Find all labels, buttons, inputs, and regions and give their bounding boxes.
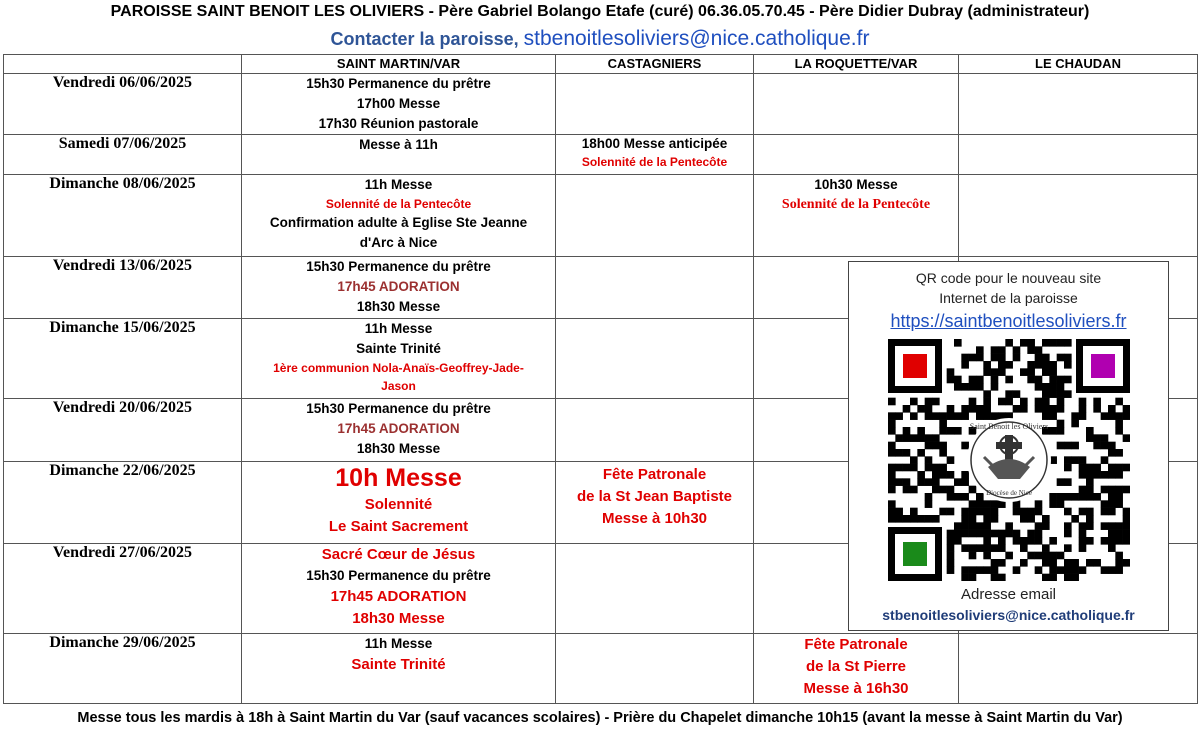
row-date: Vendredi 27/06/2025 [4, 544, 242, 634]
cell-castagniers [556, 544, 754, 634]
qr-caption-line1: QR code pour le nouveau site [915, 270, 1102, 286]
cell-roquette [754, 135, 959, 175]
cell-roquette [754, 74, 959, 135]
row-date: Vendredi 06/06/2025 [4, 74, 242, 135]
footer-note: Messe tous les mardis à 18h à Saint Martin du Var (sauf vacances scolaires) - Prière du Chapelet dimanche 10h15 (avant la messe à Saint Martin du Var) [77, 710, 1123, 726]
event-line: 18h30 Messe [356, 299, 441, 314]
event-line: de la St Jean Baptiste [576, 488, 733, 505]
cell-castagniers [556, 257, 754, 319]
qr-code-image[interactable] [888, 339, 1130, 581]
event-line: Messe à 16h30 [803, 680, 909, 697]
cell-saint-martin [242, 399, 556, 462]
cell-castagniers [556, 462, 754, 544]
event-line: 1ère communion Nola-Anaïs-Geoffrey-Jade- [273, 361, 524, 375]
event-line: 18h30 Messe [356, 441, 441, 456]
table-row [4, 74, 1198, 135]
cell-castagniers [556, 634, 754, 704]
qr-caption-line2: Internet de la paroisse [939, 290, 1078, 306]
logo-text-bottom: Diocèse de Nice [985, 489, 1032, 497]
cell-saint-martin [242, 634, 556, 704]
website-link[interactable]: https://saintbenoitlesoliviers.fr [890, 311, 1127, 331]
event-line: 17h45 ADORATION [330, 588, 467, 605]
event-line: 18h00 Messe anticipée [581, 136, 728, 151]
row-date: Dimanche 08/06/2025 [4, 175, 242, 257]
event-line: Confirmation adulte à Eglise Ste Jeanne [269, 215, 528, 230]
event-line: 15h30 Permanence du prêtre [306, 76, 491, 91]
column-header-date [4, 55, 242, 74]
row-date: Dimanche 15/06/2025 [4, 319, 242, 399]
column-header-saint-martin: SAINT MARTIN/VAR [242, 55, 556, 74]
event-line: Solennité de la Pentecôte [325, 197, 472, 211]
logo-text-top: Saint Benoit les Oliviers [969, 422, 1048, 431]
event-line: 17h45 ADORATION [337, 421, 460, 436]
contact-email-link[interactable]: stbenoitlesoliviers@nice.catholique.fr [523, 27, 870, 50]
event-line: Sainte Trinité [356, 341, 441, 356]
event-line: 11h Messe [364, 636, 433, 651]
event-line: 10h Messe [335, 464, 462, 492]
table-row [4, 135, 1198, 175]
cell-chaudan [959, 135, 1198, 175]
event-line: 17h30 Réunion pastorale [318, 116, 479, 131]
table-row [4, 634, 1198, 704]
row-date: Samedi 07/06/2025 [4, 135, 242, 175]
event-line: 10h30 Messe [814, 177, 898, 192]
event-line: 15h30 Permanence du prêtre [306, 259, 491, 274]
event-line: Jason [381, 379, 416, 393]
column-header-roquette: LA ROQUETTE/VAR [754, 55, 959, 74]
cell-saint-martin [242, 462, 556, 544]
cell-saint-martin [242, 175, 556, 257]
column-header-castagniers: CASTAGNIERS [556, 55, 754, 74]
qr-finder-bottom-left [888, 527, 942, 581]
event-line: de la St Pierre [805, 658, 907, 675]
event-line: Solennité de la Pentecôte [781, 197, 931, 212]
event-line: Solennité de la Pentecôte [581, 155, 728, 169]
table-row [4, 175, 1198, 257]
qr-finder-top-left [888, 339, 942, 393]
cell-roquette [754, 175, 959, 257]
event-line: 11h Messe [364, 177, 433, 192]
parish-header: PAROISSE SAINT BENOIT LES OLIVIERS - Père Gabriel Bolango Etafe (curé) 06.36.05.70.45 - Père Didier Dubray (administrateur) [110, 3, 1090, 20]
cell-castagniers [556, 74, 754, 135]
cell-roquette [754, 634, 959, 704]
event-line: Solennité [364, 496, 433, 513]
event-line: Fête Patronale [804, 636, 908, 653]
event-line: Messe à 10h30 [601, 510, 708, 527]
cell-saint-martin [242, 319, 556, 399]
event-line: 15h30 Permanence du prêtre [306, 401, 491, 416]
cell-chaudan [959, 175, 1198, 257]
event-line: 17h45 ADORATION [337, 279, 460, 294]
event-line: d'Arc à Nice [359, 235, 438, 250]
event-line: Sainte Trinité [351, 656, 446, 673]
event-line: 15h30 Permanence du prêtre [306, 568, 491, 583]
row-date: Vendredi 13/06/2025 [4, 257, 242, 319]
event-line: Le Saint Sacrement [328, 518, 469, 535]
event-line: 11h Messe [364, 321, 433, 336]
cell-chaudan [959, 634, 1198, 704]
cell-saint-martin [242, 74, 556, 135]
cell-castagniers [556, 135, 754, 175]
cell-saint-martin [242, 544, 556, 634]
cell-castagniers [556, 175, 754, 257]
event-line: Messe à 11h [359, 137, 438, 152]
row-date: Vendredi 20/06/2025 [4, 399, 242, 462]
column-header-chaudan: LE CHAUDAN [959, 55, 1198, 74]
event-line: 17h00 Messe [356, 96, 441, 111]
cell-chaudan [959, 74, 1198, 135]
qr-finder-top-right [1076, 339, 1130, 393]
event-line: 18h30 Messe [352, 610, 445, 627]
event-line: Sacré Cœur de Jésus [321, 546, 476, 563]
contact-line [0, 27, 1200, 51]
contact-label: Contacter la paroisse, [330, 29, 519, 49]
row-date: Dimanche 22/06/2025 [4, 462, 242, 544]
cell-saint-martin [242, 135, 556, 175]
table-header-row [4, 55, 1198, 74]
cell-castagniers [556, 399, 754, 462]
cell-saint-martin [242, 257, 556, 319]
qr-panel [848, 261, 1169, 631]
cell-castagniers [556, 319, 754, 399]
email-label: Adresse email [960, 586, 1057, 603]
event-line: Fête Patronale [602, 466, 707, 483]
row-date: Dimanche 29/06/2025 [4, 634, 242, 704]
qr-email-link[interactable]: stbenoitlesoliviers@nice.catholique.fr [882, 607, 1135, 623]
